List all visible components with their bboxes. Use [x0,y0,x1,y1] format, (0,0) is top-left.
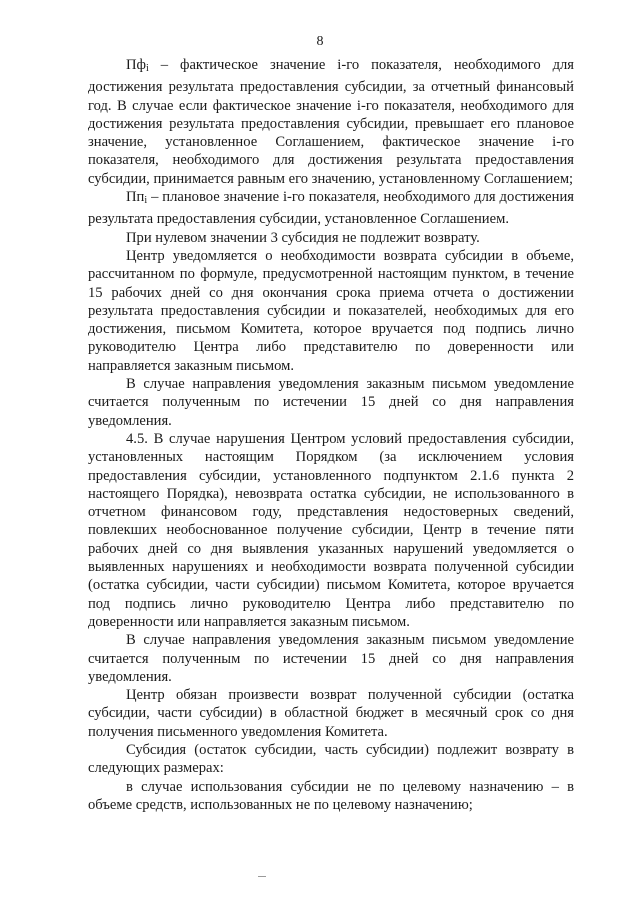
paragraph-10: в случае использования субсидии не по целевому назначению – в объеме средств, использованных не по целевому назначению; [88,778,574,813]
paragraph-8: Центр обязан произвести возврат полученной субсидии (остатка субсидии, части субсидии) в областной бюджет в месячный срок со дня получения письменного уведомления Комитета. [88,687,574,740]
page-number: 8 [316,34,324,49]
symbol: Пп [126,189,145,206]
symbol: Пф [126,57,146,73]
paragraph-3: При нулевом значении 3 субсидия не подлежит возврату. [126,229,480,246]
symbol-subscript: i [144,195,148,207]
paragraph-2 [88,188,574,229]
paragraph-5: В случае направления уведомления заказным письмом уведомление считается полученным по истечении 15 дней со дня направления уведомления. [88,376,574,429]
paragraph-6: 4.5. В случае нарушения Центром условий предоставления субсидии, установленных настоящим Порядком (за исключением условия предоставления субсидии, установленного подпунктом 2.1.6 пункта 2 настоящего Порядка), невозврата остатка субсидии, не использованного в отчетном финансовом году, представления недостоверных сведений, повлекших необоснованное получение субсидии, Центр в течение пяти рабочих дней со дня выявления указанных нарушений уведомляется о выявленных нарушениях и необходимости возврата полученной субсидии (остатка субсидии, части субсидии) письмом Комитета, которое вручается под подпись лично руководителю Центра либо представителю по доверенности или направляется заказным письмом. [88,430,574,630]
paragraph-9: Субсидия (остаток субсидии, часть субсидии) подлежит возврату в следующих размерах: [88,741,574,777]
paragraph-text: – фактическое значение i-го показателя, необходимого для достижения результата предоставления субсидии, за отчетный финансовый год. В случае если фактическое значение i-го показателя, необходимого для достижения результата предоставления субсидии, превышает его плановое значение, установленное Соглашением, фактическое значение i-го показателя, необходимого для достижения результата предоставления субсидии, принимается равным его значению, установленному Соглашением; [88,57,574,187]
paragraph-1 [88,56,574,188]
paragraph-4: Центр уведомляется о необходимости возврата субсидии в объеме, рассчитанном по формуле, предусмотренной настоящим пунктом, в течение 15 рабочих дней со дня окончания срока приема отчета о достижении результата предоставления субсидии и показателей, необходимых для его достижения, письмом Комитета, которое вручается под подпись лично руководителю Центра либо представителю по доверенности или направляется заказным письмом. [88,247,574,374]
paragraph-text: – плановое значение i-го показателя, необходимого для достижения результата предоставления субсидии, установленное Соглашением. [88,189,574,228]
scan-mark [258,876,266,877]
document-body [88,56,574,814]
paragraph-7: В случае направления уведомления заказным письмом уведомление считается полученным по истечении 15 дней со дня направления уведомления. [88,632,574,685]
symbol-subscript: i [146,63,149,74]
